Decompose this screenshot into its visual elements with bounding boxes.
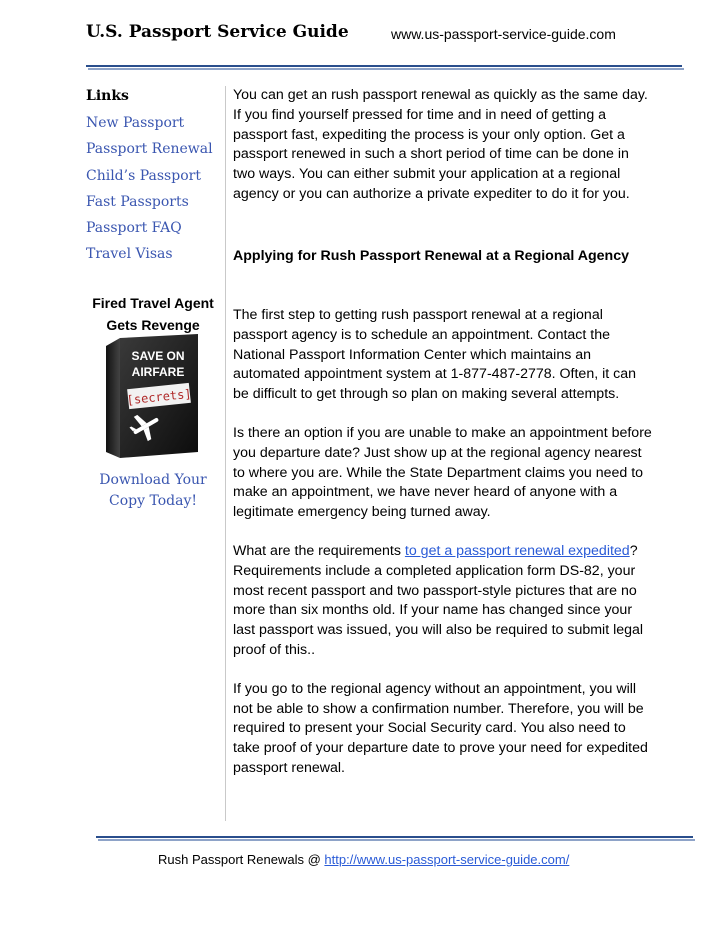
article-paragraph-requirements: [233, 542, 653, 661]
download-line1[interactable]: Download Your: [99, 472, 207, 488]
requirements-text-after: ? Requirements include a completed application form DS-82, your most recent passport and two passport-style pictures that are no more than six months old. If your name has changed since your last passport was issued, you will also be required to submit legal proof of this..: [233, 542, 644, 658]
book-secrets: [secrets]: [126, 386, 193, 408]
header-rule: [86, 65, 682, 67]
footer-rule: [96, 836, 693, 838]
footer-rule-shadow: [98, 839, 695, 841]
article-paragraph-without-appointment: If you go to the regional agency without an appointment, you will not be able to show a confirmation number. Therefore, you will be required to present your Social Security card. You also need to take proof of your departure date to prove your need for expedited passport renewal.: [233, 680, 648, 776]
expedited-renewal-link[interactable]: to get a passport renewal expedited: [404, 542, 630, 559]
sidebar-link-childs-passport[interactable]: Child’s Passport: [86, 167, 201, 184]
sidebar: [86, 86, 221, 268]
sidebar-link-passport-renewal[interactable]: Passport Renewal: [86, 141, 213, 158]
ebook-cover-graphic: [98, 334, 208, 464]
article: [233, 86, 653, 798]
download-link[interactable]: [86, 470, 220, 512]
sidebar-link-travel-visas[interactable]: Travel Visas: [86, 246, 173, 263]
ad-title-line1: Fired Travel Agent: [92, 295, 214, 311]
article-heading: Applying for Rush Passport Renewal at a Regional Agency: [233, 248, 630, 264]
page-header: [86, 20, 682, 70]
sidebar-link-new-passport[interactable]: New Passport: [86, 115, 185, 131]
column-divider: [225, 86, 226, 821]
site-url: www.us-passport-service-guide.com: [391, 26, 616, 42]
download-line2[interactable]: Copy Today!: [109, 493, 197, 509]
page-footer: [158, 852, 569, 867]
sidebar-link-passport-faq[interactable]: Passport FAQ: [86, 220, 182, 237]
header-rule-shadow: [88, 68, 684, 70]
ebook-cover-image[interactable]: [98, 334, 208, 464]
article-paragraph-appointment: The first step to getting rush passport renewal at a regional passport agency is to schedule an appointment. Contact the National Passport Information Center which maintains an automated appointment system at 1-877-487-2778. Often, it can be difficult to get through so plan on making several attempts.: [233, 307, 637, 403]
ad-title: [86, 292, 220, 336]
links-heading: Links: [86, 88, 129, 104]
article-intro: You can get an rush passport renewal as quickly as the same day. If you find yourself pressed for time and in need of getting a passport fast, expediting the process is your only option. Get a passport renewed in such a short period of time can be done in two ways. You can either submit your application at a regional agency or you can authorize a private expediter to do it for you.: [233, 87, 648, 202]
book-save-on: SAVE ON: [131, 349, 185, 363]
requirements-text-before: What are the requirements: [233, 542, 405, 559]
footer-text: Rush Passport Renewals @: [158, 852, 325, 867]
article-paragraph-no-appointment: Is there an option if you are unable to make an appointment before you departure date? Just show up at the regional agency nearest to where you are. While the State Department claims you need to make an appointment, we have never heard of anyone with a legitimate emergency being turned away.: [233, 424, 652, 521]
footer-link[interactable]: http://www.us-passport-service-guide.com/: [324, 852, 570, 867]
ad-title-line2: Gets Revenge: [106, 317, 200, 333]
site-title: U.S. Passport Service Guide: [86, 22, 349, 42]
sidebar-link-fast-passports[interactable]: Fast Passports: [86, 193, 189, 210]
book-airfare: AIRFARE: [131, 365, 185, 379]
